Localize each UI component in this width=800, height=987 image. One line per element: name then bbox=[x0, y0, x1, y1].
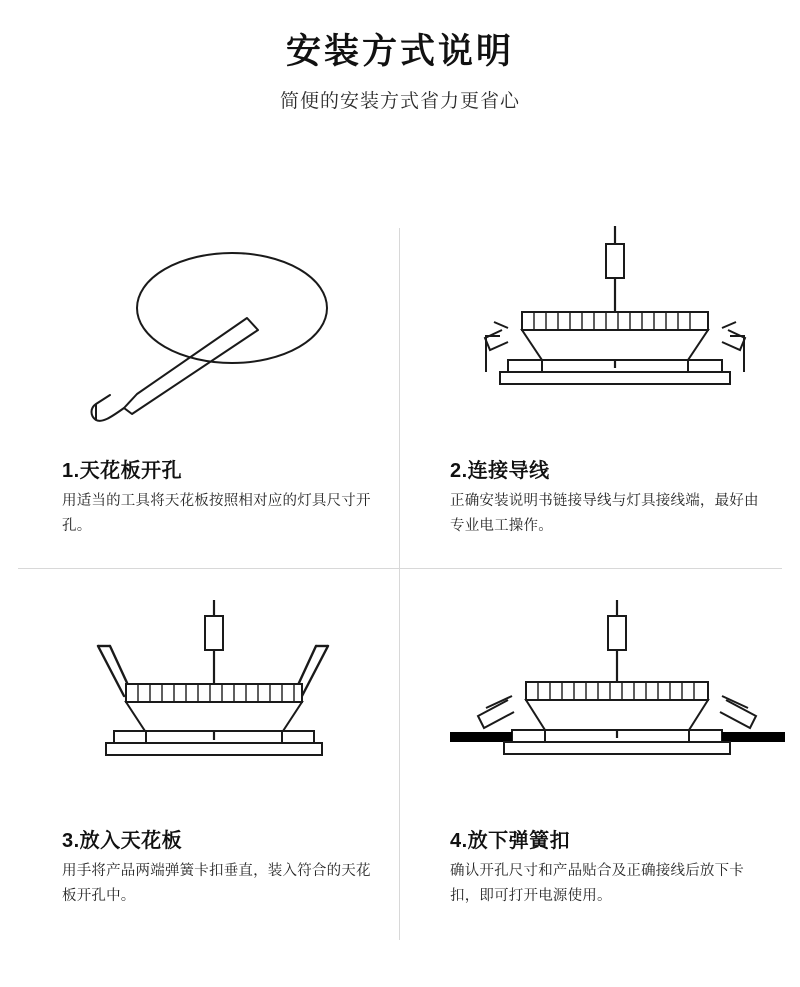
step-3-description: 用手将产品两端弹簧卡扣垂直，装入符合的天花板开孔中。 bbox=[62, 863, 371, 905]
step-4-title: 4.放下弹簧扣 bbox=[450, 830, 571, 852]
steps-grid bbox=[0, 200, 800, 940]
insert-into-ceiling-icon bbox=[62, 588, 382, 803]
step-1-description: 用适当的工具将天花板按照相对应的灯具尺寸开孔。 bbox=[62, 493, 371, 535]
header bbox=[0, 0, 800, 113]
step-2-illustration bbox=[450, 218, 785, 450]
step-card-3 bbox=[0, 570, 422, 940]
step-4-illustration bbox=[450, 588, 785, 820]
wire-connection-icon bbox=[450, 218, 780, 443]
step-card-1 bbox=[0, 200, 422, 570]
step-card-4 bbox=[422, 570, 800, 940]
page-title: 安装方式说明 bbox=[285, 32, 514, 71]
step-3-illustration bbox=[62, 588, 382, 820]
step-1-title: 1.天花板开孔 bbox=[62, 460, 183, 482]
step-card-2 bbox=[422, 200, 800, 570]
step-2-title: 2.连接导线 bbox=[450, 460, 550, 482]
step-4-description: 确认开孔尺寸和产品贴合及正确接线后放下卡扣，即可打开电源使用。 bbox=[450, 863, 744, 905]
release-spring-clip-icon bbox=[450, 588, 785, 803]
step-3-title: 3.放入天花板 bbox=[62, 830, 183, 852]
page-subtitle: 简便的安装方式省力更省心 bbox=[279, 90, 520, 112]
step-1-illustration bbox=[62, 218, 382, 450]
ceiling-hole-cutting-icon bbox=[62, 218, 382, 443]
step-2-description: 正确安装说明书链接导线与灯具接线端，最好由专业电工操作。 bbox=[450, 493, 759, 535]
